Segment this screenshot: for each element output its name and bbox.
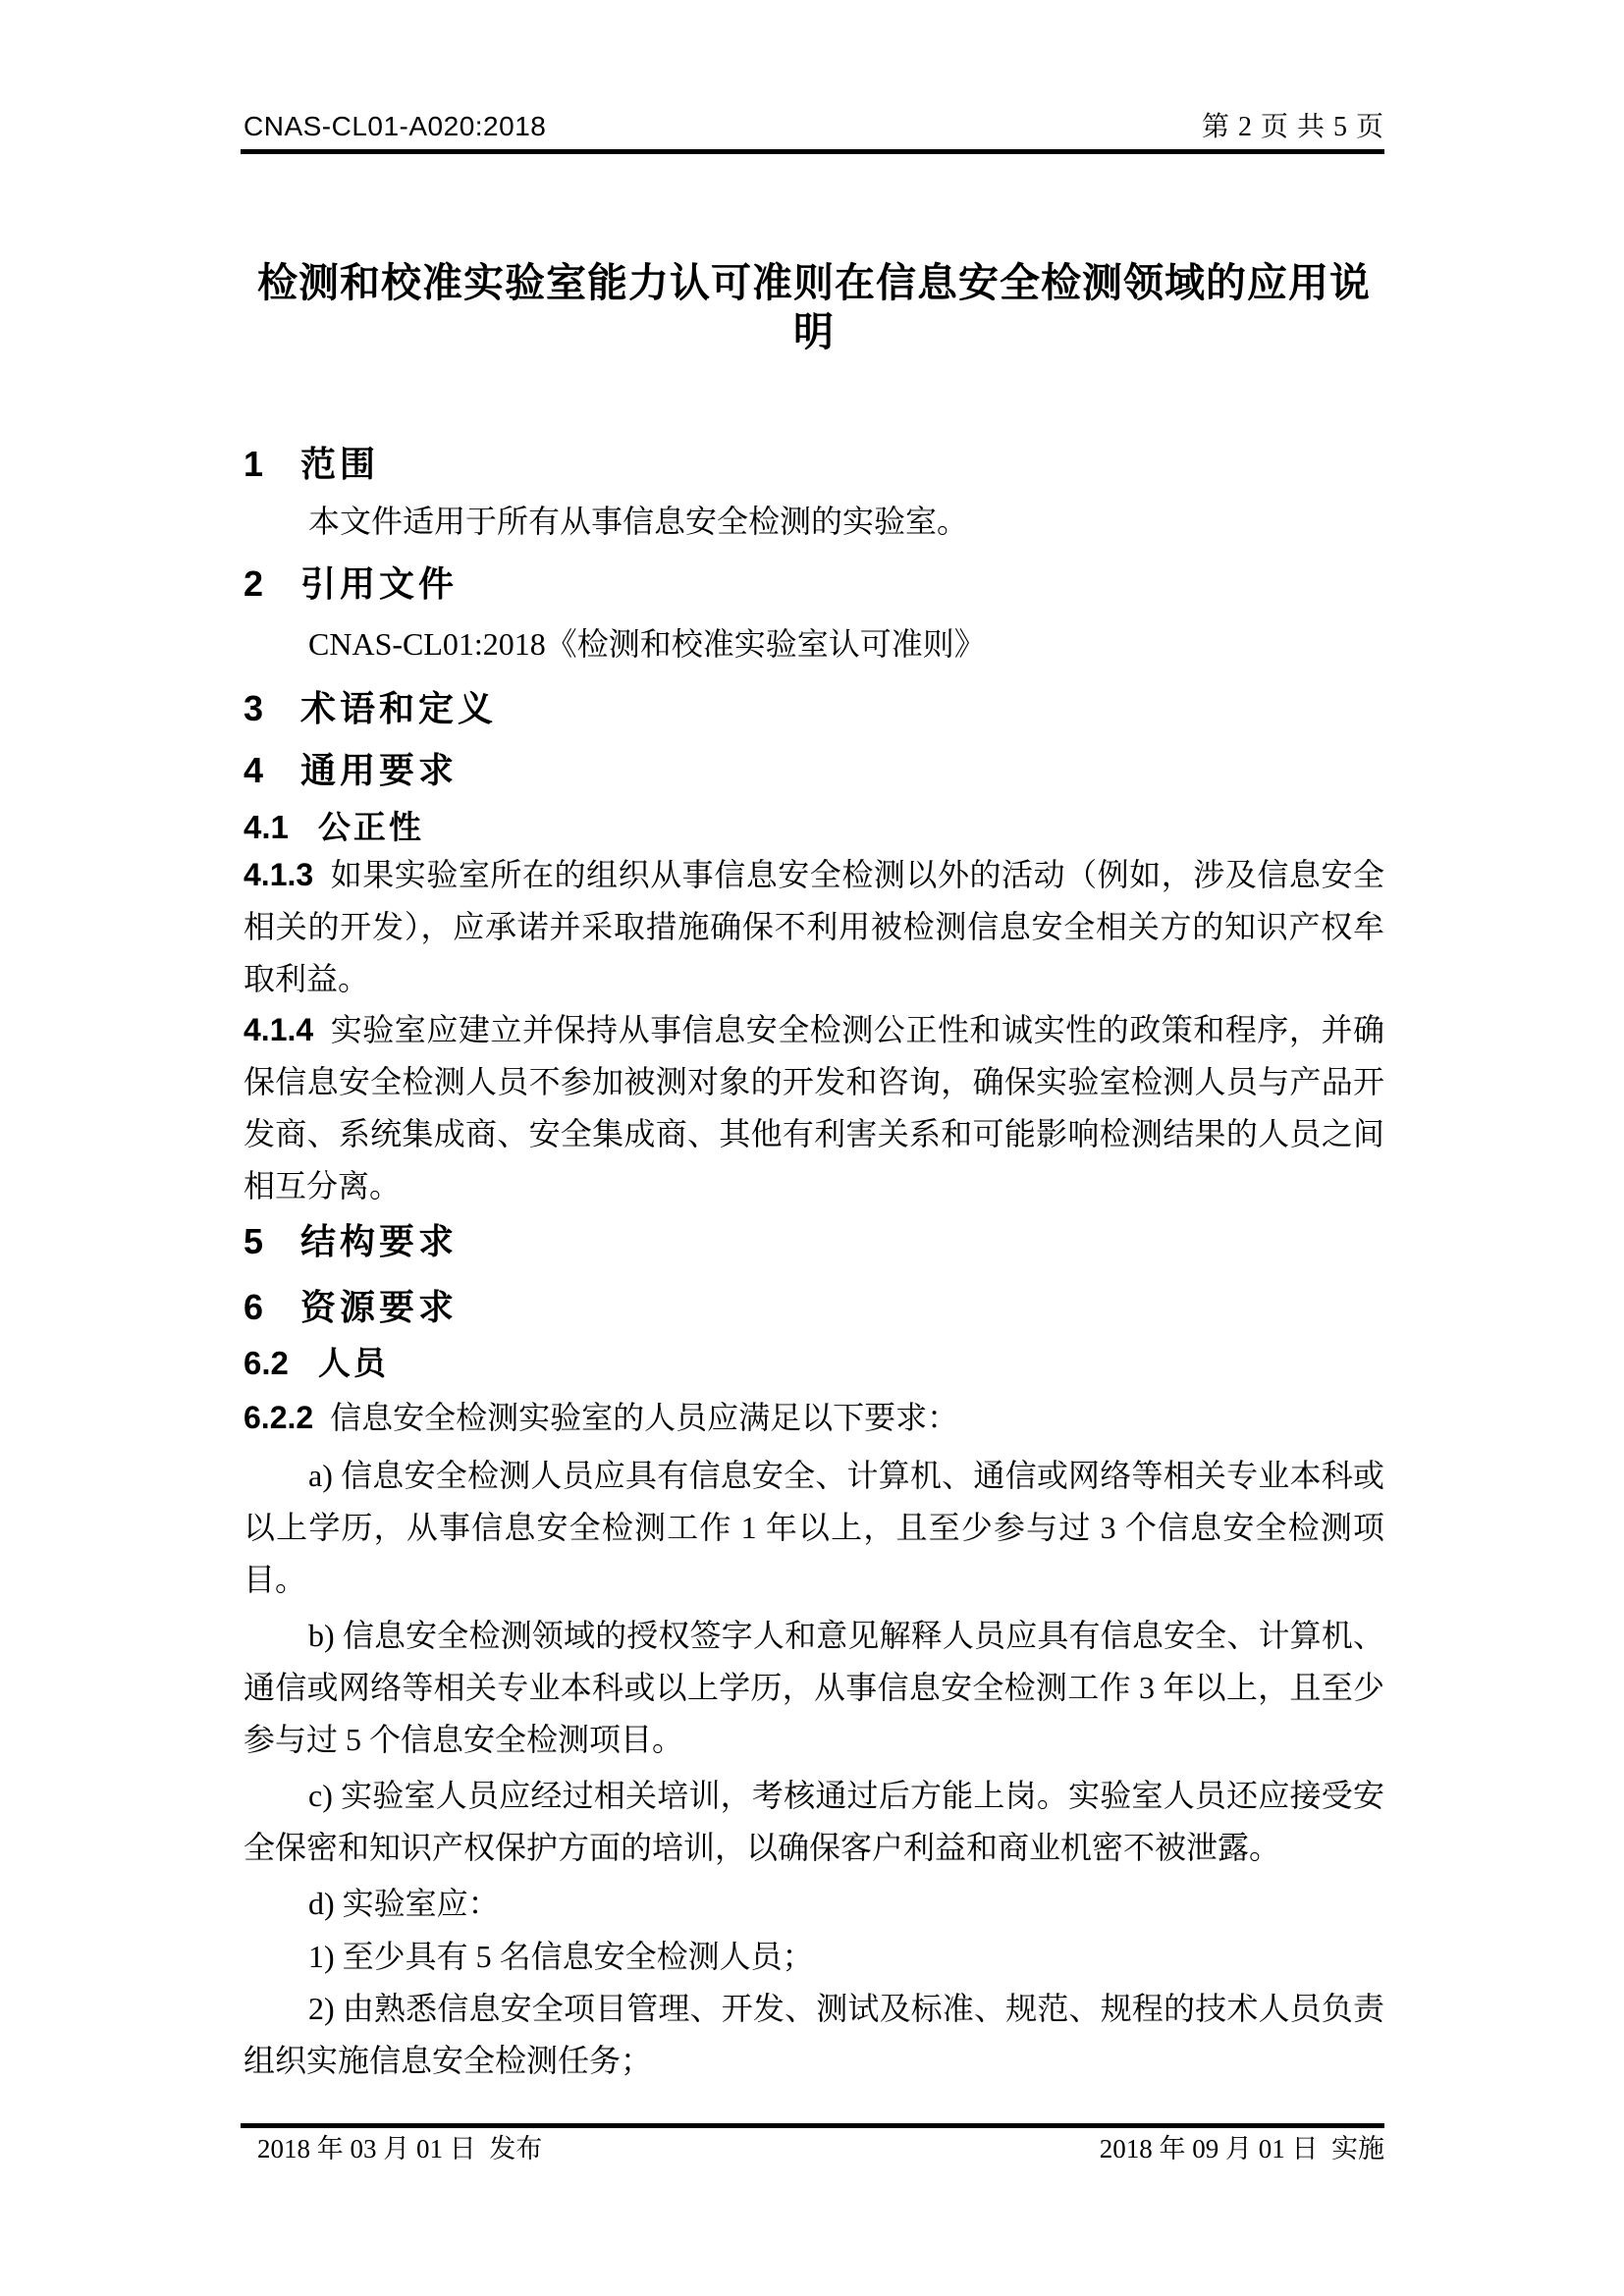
section-number: 1	[244, 444, 264, 484]
footer-rule	[241, 2123, 1384, 2128]
list-item-d: d) 实验室应：	[308, 1886, 500, 1921]
section-title: 引用文件	[300, 563, 459, 604]
clause-number: 4.1.3	[244, 857, 314, 892]
list-item-d2: 2) 由熟悉信息安全项目管理、开发、测试及标准、规范、规程的技术人员负责组织实施信息安全检测任务；	[244, 1991, 1384, 2078]
subsection-title: 人员	[317, 1345, 389, 1381]
section-heading-references	[244, 562, 1384, 606]
header-rule	[241, 149, 1384, 154]
page-header	[244, 110, 1384, 144]
paragraph-scope: 本文件适用于所有从事信息安全检测的实验室。	[308, 504, 969, 539]
section-number: 4	[244, 750, 264, 790]
section-number: 2	[244, 563, 264, 604]
list-item-c: c) 实验室人员应经过相关培训，考核通过后方能上岗。实验室人员还应接受安全保密和知识产权保护方面的培训，以确保客户利益和商业机密不被泄露。	[244, 1778, 1384, 1865]
subsection-number: 4.1	[244, 809, 289, 845]
document-code: CNAS-CL01-A020:2018	[244, 111, 547, 141]
subsection-number: 6.2	[244, 1345, 289, 1381]
subsection-heading-impartiality	[244, 807, 1384, 848]
clause-4-1-4	[244, 1004, 1384, 1212]
page-footer	[244, 2132, 1384, 2165]
clause-text: 信息安全检测实验室的人员应满足以下要求：	[330, 1400, 959, 1435]
section-number: 5	[244, 1221, 264, 1261]
section-heading-scope	[244, 443, 1384, 486]
clause-6-2-2	[244, 1392, 1384, 1444]
issue-date: 2018 年 03 月 01 日 发布	[257, 2134, 543, 2163]
section-number: 3	[244, 688, 264, 728]
document-title: 检测和校准实验室能力认可准则在信息安全检测领域的应用说明	[257, 260, 1371, 354]
section-heading-structure	[244, 1220, 1384, 1263]
section-number: 6	[244, 1287, 264, 1327]
clause-text: 如果实验室所在的组织从事信息安全检测以外的活动（例如，涉及信息安全相关的开发），应承诺并采取措施确保不利用被检测信息安全相关方的知识产权牟取利益。	[244, 857, 1384, 996]
section-heading-resources	[244, 1286, 1384, 1329]
section-title: 资源要求	[300, 1287, 459, 1327]
implementation-date: 2018 年 09 月 01 日 实施	[1099, 2134, 1384, 2163]
list-item-b: b) 信息安全检测领域的授权签字人和意见解释人员应具有信息安全、计算机、通信或网络等相关专业本科或以上学历，从事信息安全检测工作 3 年以上，且至少参与过 5 个信息安全检测项目。	[244, 1618, 1384, 1757]
paragraph-reference: CNAS-CL01:2018《检测和校准实验室认可准则》	[308, 626, 986, 662]
list-item-d1: 1) 至少具有 5 名信息安全检测人员；	[308, 1939, 814, 1974]
subsection-title: 公正性	[317, 809, 424, 845]
section-heading-general	[244, 749, 1384, 792]
clause-number: 4.1.4	[244, 1012, 314, 1047]
clause-number: 6.2.2	[244, 1400, 314, 1435]
clause-text: 实验室应建立并保持从事信息安全检测公正性和诚实性的政策和程序，并确保信息安全检测人员不参加被测对象的开发和咨询，确保实验室检测人员与产品开发商、系统集成商、安全集成商、其他有利害关系和可能影响检测结果的人员之间相互分离。	[244, 1012, 1384, 1203]
section-title: 范围	[300, 444, 380, 484]
subsection-heading-personnel	[244, 1343, 1384, 1384]
page-number-info: 第 2 页 共 5 页	[1201, 112, 1384, 142]
clause-4-1-3	[244, 849, 1384, 1005]
section-heading-terms	[244, 687, 1384, 730]
section-title: 通用要求	[300, 750, 459, 790]
section-title: 术语和定义	[300, 688, 498, 728]
list-item-a: a) 信息安全检测人员应具有信息安全、计算机、通信或网络等相关专业本科或以上学历，从事信息安全检测工作 1 年以上，且至少参与过 3 个信息安全检测项目。	[244, 1458, 1384, 1597]
section-title: 结构要求	[300, 1221, 459, 1261]
